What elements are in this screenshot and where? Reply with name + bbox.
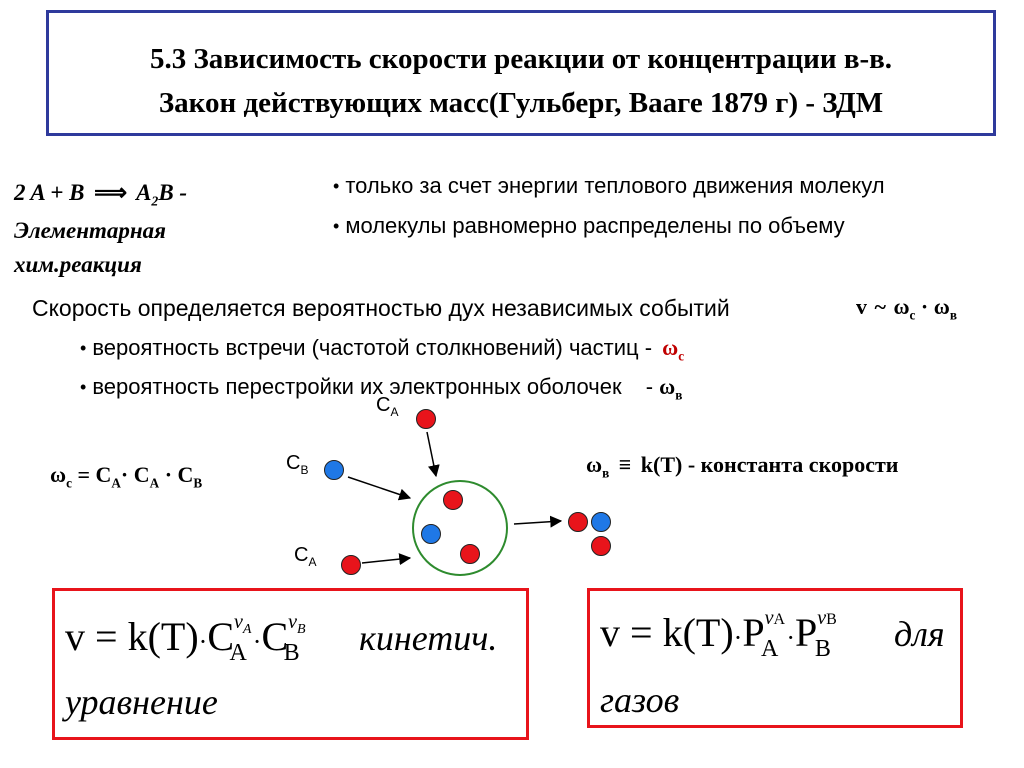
f1-nu1: ν (234, 611, 243, 633)
omega-symbol: ω (659, 374, 676, 399)
f1-nu1-sub: A (242, 622, 252, 637)
f1-c2: C (261, 614, 289, 659)
gas-word-2: газов (600, 680, 680, 720)
bullet-icon: • (333, 216, 340, 236)
omega-symbol: ω (586, 452, 603, 477)
label-ca-top-c: C (376, 394, 391, 416)
wc-b: B (193, 475, 203, 491)
reaction-arrow: ⟹ (94, 180, 128, 205)
reaction-product-rest: B - (158, 180, 188, 205)
omega-symbol: ω (893, 294, 910, 319)
bullet-icon: • (80, 338, 87, 358)
f2-nu2: ν (817, 607, 827, 629)
speed-sub-c: c (909, 307, 916, 323)
wb-sub: в (602, 465, 610, 481)
molecule-a (568, 512, 588, 532)
omega-symbol: ω (662, 335, 679, 360)
reaction-product-sub: 2 (151, 193, 159, 209)
f2-nu1: ν (764, 607, 774, 629)
omega-symbol: ω (933, 294, 950, 319)
f1-exp2 (288, 611, 306, 637)
molecule-b (324, 460, 344, 480)
wc-a1: A (111, 475, 121, 491)
label-cb-c: C (286, 452, 301, 474)
prob-2-sub: в (675, 387, 683, 403)
f1-eq: = (95, 614, 118, 659)
molecule-a (460, 544, 480, 564)
f1-dot: · (198, 627, 208, 656)
f1-c1: C (207, 614, 234, 659)
speed-dot: · (920, 294, 929, 319)
bullet-icon: • (333, 176, 340, 196)
gas-word: для (894, 614, 945, 654)
f2-sub2: B (814, 636, 831, 662)
kinetic-word: кинетич. (359, 618, 498, 658)
reaction-product: A (136, 180, 152, 205)
f2-dot: · (733, 623, 743, 652)
kinetic-word-2: уравнение (65, 682, 218, 722)
label-ca-top (376, 394, 398, 419)
f2-sub1: A (761, 636, 779, 662)
f1-v: v (65, 614, 85, 659)
arrow-product (514, 521, 561, 524)
f2-dot2: · (786, 623, 796, 652)
f2-exp2 (817, 607, 837, 629)
prob-2-text: вероятность перестройки их электронных оболочек (92, 374, 622, 399)
speed-text: Скорость определяется вероятностью дух независимых событий (32, 295, 730, 321)
prob-1-text: вероятность встречи (частотой столкновений) частиц - (92, 335, 653, 360)
omega-symbol: ω (50, 462, 67, 487)
f2-p1: P (742, 610, 765, 655)
wb-equiv: ≡ (618, 452, 632, 477)
label-cb (286, 452, 308, 477)
f1-kt: k(T) (127, 614, 199, 659)
f2-p2: P (795, 610, 818, 655)
molecule-a (443, 490, 463, 510)
label-ca-bottom-sub: A (308, 555, 317, 569)
speed-tilde: ~ (874, 294, 886, 319)
molecule-a (416, 409, 436, 429)
f2-kt: k(T) (662, 610, 734, 655)
molecule-b (591, 512, 611, 532)
label-ca-top-sub: A (390, 405, 399, 419)
f1-nu2: ν (288, 611, 298, 633)
reaction-lhs: 2 A + B (14, 180, 85, 205)
arrow-ca-bottom (362, 558, 410, 563)
f1-dot2: · (252, 627, 262, 656)
f2-exp1 (765, 607, 785, 629)
gas-equation-box (587, 588, 963, 728)
title-line-2: Закон действующих масс(Гульберг, Вааге 1879 г) - ЗДМ (158, 87, 884, 119)
wc-dot1: · C (120, 462, 150, 487)
f2-nu1-sub: A (773, 611, 786, 628)
reaction-line-2: Элементарная (14, 218, 166, 243)
wc-eq: = C (77, 462, 112, 487)
f2-v: v (600, 610, 620, 655)
speed-sub-b: в (949, 307, 957, 323)
arrow-ca-top (427, 432, 436, 476)
label-ca-bottom-c: C (294, 544, 309, 566)
wc-a2: A (149, 475, 160, 491)
f2-eq: = (630, 610, 653, 655)
reaction-line-3: хим.реакция (14, 252, 142, 277)
prob-1-sub: c (678, 348, 685, 364)
molecule-a (341, 555, 361, 575)
gas-equation (600, 607, 837, 662)
label-ca-bottom (294, 544, 316, 569)
condition-1-text: только за счет энергии теплового движения молекул (345, 173, 885, 198)
molecule-b (421, 524, 441, 544)
molecule-a (591, 536, 611, 556)
f1-sub2: B (283, 640, 300, 666)
wc-dot2: · C (164, 462, 194, 487)
kinetic-equation-box (52, 588, 529, 740)
prob-2-dash: - (645, 374, 654, 399)
bullet-icon: • (80, 377, 87, 397)
arrow-cb (348, 477, 410, 498)
wc-sub: c (66, 475, 72, 491)
label-cb-sub: B (300, 463, 309, 477)
condition-2-text: молекулы равномерно распределены по объему (345, 213, 845, 238)
f1-nu2-sub: B (297, 622, 306, 637)
f2-nu2-sub: B (826, 611, 837, 628)
title-line-1-text: 5.3 Зависимость скорости реакции от концентрации в-в. (149, 43, 893, 75)
f1-exp1 (234, 611, 252, 637)
kinetic-equation (65, 611, 306, 666)
speed-v: v (856, 294, 867, 319)
f1-sub1: A (229, 640, 247, 666)
wb-rest: k(T) - константа скорости (640, 452, 899, 477)
